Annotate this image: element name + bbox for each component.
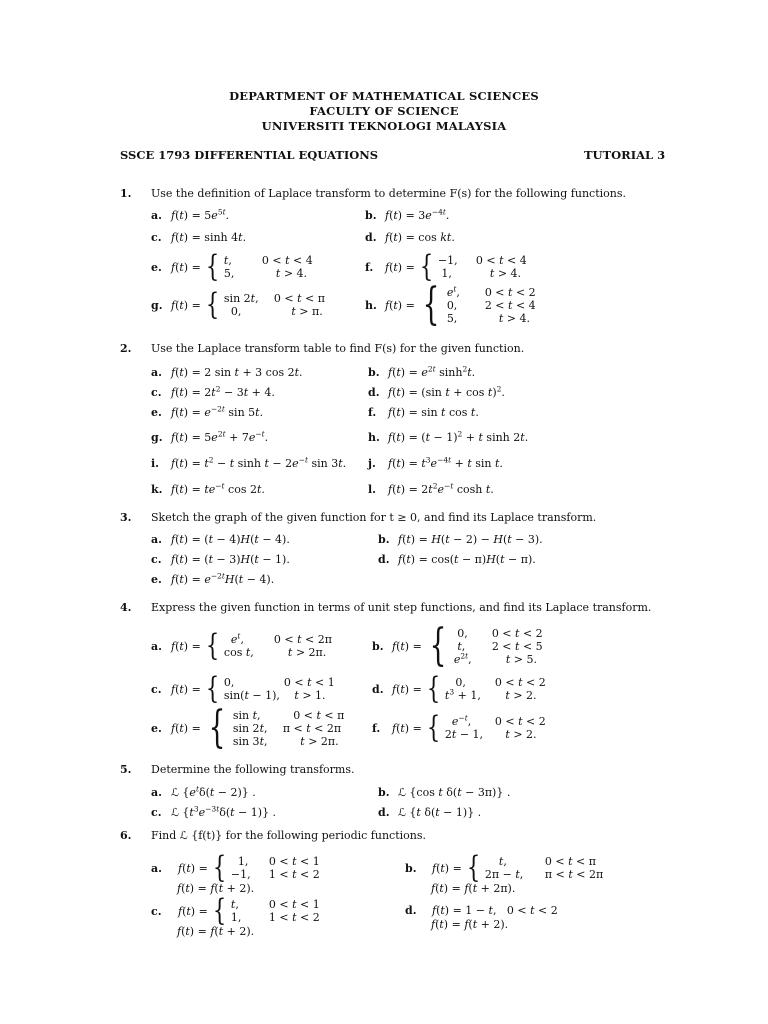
q5-item-a: a. ℒ $\{e^t\delta(t - 2)\}$ . <box>151 784 256 799</box>
q6-item-b: b. f ( t ) = { t, 0 < t < π 2π − t, π < t < 2π f(t) = f(t + 2π). <box>405 850 604 895</box>
q4-item-b: b. f ( t ) = { 0, 0 < t < 2 t, 2 < t < 5 $e^{2t}$, t > 5. <box>372 620 543 671</box>
q3-item-a: a. f(t) = (t − 4)H(t − 4). <box>151 533 290 546</box>
q2-item-j: j. $f(t) = t^3e^{-4t} + t$ sin t. <box>368 455 503 470</box>
q3-item-d: d. f(t) = cos(t − π)H(t − π). <box>378 553 536 566</box>
q2-item-c: c. $f(t) = 2t^2 - 3t + 4$. <box>151 384 275 399</box>
q4-item-c: c. f ( t ) = { 0, 0 < t < 1 sin(t − 1), t > 1. <box>151 671 335 706</box>
q2-item-a: a. f(t) = 2 sin t + 3 cos 2t. <box>151 366 303 379</box>
q4-item-a: a. f ( t ) = { $e^t$, 0 < t < 2π cos t, t > 2π. <box>151 628 332 663</box>
question-4-number: 4. <box>120 601 132 614</box>
q2-item-b: b. $f(t) = e^{2t}$ $\sinh^2t$. <box>368 364 476 379</box>
q4-item-f: f. f ( t ) = { $e^{-t}$, 0 < t < 2 2t − 1, t > 2. <box>372 710 546 745</box>
q3-item-e: e. $f(t) = e^{-2t}H(t - 4)$. <box>151 571 275 586</box>
q2-item-f: f. f(t) = sin t cos t. <box>368 406 479 419</box>
q3-item-b: b. f(t) = H(t − 2) − H(t − 3). <box>378 533 543 546</box>
question-1-number: 1. <box>120 187 132 200</box>
q1-item-b: b. $f(t) = 3e^{-4t}$. <box>365 207 450 222</box>
q1-item-e: e. f ( t ) = { t, 0 < t < 4 5, t > 4. <box>151 249 313 284</box>
q1-item-c: c. f(t) = sinh 4t. <box>151 231 247 244</box>
faculty-heading: FACULTY OF SCIENCE <box>309 104 459 118</box>
q6-item-c: c. f ( t ) = { t, 0 < t < 1 1, 1 < t < 2 f(t) = f(t + 2). <box>151 893 320 938</box>
q1-item-f: f. f ( t ) = { −1, 0 < t < 4 1, t > 4. <box>365 249 527 284</box>
q2-item-d: d. f(t) = (sin t + cos t)$^2$. <box>368 384 505 399</box>
q2-item-k: k. $f(t) = te^{-t}$ cos 2t. <box>151 481 265 496</box>
q2-item-g: g. $f(t) = 5e^{2t} + 7e^{-t}$. <box>151 429 269 444</box>
q4-item-e: e. f ( t ) = { sin t, 0 < t < π sin 2t, π < t < 2π sin 3t, t > 2π. <box>151 702 345 753</box>
q1-item-g: g. f ( t ) = { sin 2t, 0 < t < π 0, t > π. <box>151 287 325 322</box>
q2-item-e: e. $f(t) = e^{-2t}$ sin 5t. <box>151 404 264 419</box>
q4-item-d: d. f ( t ) = { 0, 0 < t < 2 $t^3 + 1$, t > 2. <box>372 671 546 706</box>
q2-item-l: l. $f(t) = 2t^2e^{-t}$ cosh t. <box>368 481 494 496</box>
q5-item-c: c. ℒ $\{t^3e^{-3t}\delta(t - 1)\}$ . <box>151 804 277 819</box>
q1-item-a: a. $f(t) = 5e^{5t}$. <box>151 207 230 222</box>
q2-item-h: h. $f(t) = (t - 1)^2 + t$ sinh 2t. <box>368 429 529 444</box>
q6-item-a: a. f ( t ) = { 1, 0 < t < 1 −1, 1 < t < 2 f(t) = f(t + 2). <box>151 850 320 895</box>
question-3-number: 3. <box>120 511 132 524</box>
question-1-text: Use the definition of Laplace transform to determine F(s) for the following functions. <box>151 187 626 200</box>
question-3-text: Sketch the graph of the given function for t ≥ 0, and find its Laplace transform. <box>151 511 597 524</box>
question-5-number: 5. <box>120 763 132 776</box>
q5-item-d: d. ℒ {t δ(t − 1)} . <box>378 806 482 819</box>
question-2-text: Use the Laplace transform table to find F(s) for the given function. <box>151 342 525 355</box>
q3-item-c: c. f(t) = (t − 3)H(t − 1). <box>151 553 290 566</box>
question-2-number: 2. <box>120 342 132 355</box>
question-6-number: 6. <box>120 829 132 842</box>
course-title: SSCE 1793 DIFFERENTIAL EQUATIONS <box>120 148 379 162</box>
q5-item-b: b. ℒ {cos t δ(t − 3π)} . <box>378 786 511 799</box>
department-heading: DEPARTMENT OF MATHEMATICAL SCIENCES <box>229 89 539 103</box>
q1-item-d: d. f(t) = cos kt. <box>365 231 455 244</box>
tutorial-number: TUTORIAL 3 <box>584 148 666 162</box>
q1-item-h: h. f ( t ) = { $e^t$, 0 < t < 2 0, 2 < t < 4 5, t > 4. <box>365 279 536 330</box>
university-heading: UNIVERSITI TEKNOLOGI MALAYSIA <box>261 119 507 133</box>
question-5-text: Determine the following transforms. <box>151 763 355 776</box>
question-6-text: Find ℒ {f(t)} for the following periodic functions. <box>151 829 426 842</box>
q6-item-d: d. f(t) = 1 − t, 0 < t < 2 f(t) = f(t + 2). <box>405 904 558 931</box>
q2-item-i: i. $f(t) = t^2 - t$ $\sinh t - 2e^{-t}$ sin 3t. <box>151 455 347 470</box>
question-4-text: Express the given function in terms of unit step functions, and find its Laplace transform. <box>151 601 652 614</box>
